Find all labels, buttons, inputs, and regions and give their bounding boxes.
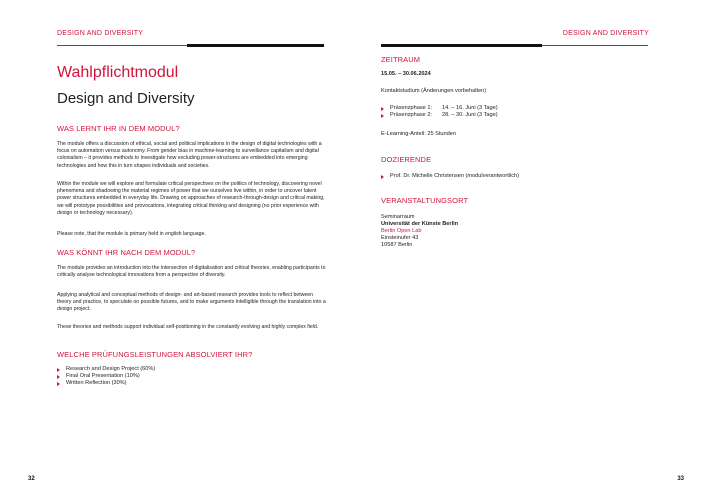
section-heading-exams: WELCHE PRÜFUNGSLEISTUNGEN ABSOLVIERT IHR? bbox=[57, 350, 253, 359]
page-number-right: 33 bbox=[677, 476, 684, 482]
venue-room: Seminarraum bbox=[381, 214, 415, 220]
section-heading-ort: VERANSTALTUNGSORT bbox=[381, 196, 469, 205]
paragraph-4: The module provides an introduction into the intersection of digitalisation and critical theories, enabling participants to critically analyse technological innovations from a perspective of diversity. bbox=[57, 265, 326, 279]
list-item bbox=[381, 112, 498, 119]
header-rule-thin-right bbox=[542, 45, 648, 46]
paragraph-6: These theories and methods support individual self-positioning in the constantly evolving and highly complex field. bbox=[57, 324, 319, 330]
phase-dates: 14. – 16. Juni (3 Tage) bbox=[442, 105, 498, 111]
list-item bbox=[381, 105, 498, 112]
header-rule-thin-left bbox=[57, 45, 187, 46]
running-head-left: DESIGN AND DIVERSITY bbox=[57, 30, 144, 37]
section-heading-outcomes: WAS KÖNNT IHR NACH DEM MODUL? bbox=[57, 248, 196, 257]
module-type-title: Wahlpflichtmodul bbox=[57, 64, 179, 81]
right-page bbox=[353, 0, 706, 500]
section-heading-learn: WAS LERNT IHR IN DEM MODUL? bbox=[57, 124, 180, 133]
paragraph-1: The module offers a discussion of ethical, social and political implications in the design of digital technologies with a focus on automation versus autonomy. From gender bias in machine-learning to surveillance capitalism and digital colonialism – it provides methods to investigate how excluding power-structures are embedded into emerging technologies and how this in turn shapes individuals and societies. bbox=[57, 141, 322, 169]
exam-list bbox=[57, 366, 155, 388]
venue-street: Einsteinufer 43 bbox=[381, 235, 419, 241]
list-item: Written Reflection (30%) bbox=[57, 380, 155, 387]
phase-label: Präsenzphase 2: bbox=[390, 112, 432, 119]
lecturer-list bbox=[381, 173, 519, 180]
paragraph-2: Within the module we will explore and formulate critical perspectives on the politics of technology, discovering novel phenomena and shadowing the material regimes of power that we ourselves live within, in order to uncover latent power structures embedded in everyday life. Drawing on approaches of research-through-design and critical making, we will prototype possibilities and provocations, integrating critical thinking and designing (no prior experience with design or technology necessary). bbox=[57, 181, 325, 216]
running-head-right: DESIGN AND DIVERSITY bbox=[562, 30, 649, 37]
venue-city: 10587 Berlin bbox=[381, 242, 413, 248]
module-name-title: Design and Diversity bbox=[57, 90, 195, 107]
section-heading-dozierende: DOZIERENDE bbox=[381, 155, 432, 164]
header-rule-thick-right bbox=[381, 44, 542, 47]
date-range: 15.05. – 30.06.2024 bbox=[381, 71, 431, 77]
paragraph-5: Applying analytical and conceptual methods of design- and art-based research provides tools to reflect between theory and practice, to speculate on possible futures, and to make arguments intelligible through the translation into a design project. bbox=[57, 292, 326, 313]
contact-study-note: Kontaktstudium (Änderungen vorbehalten) bbox=[381, 88, 487, 94]
page-number-left: 32 bbox=[28, 476, 35, 482]
header-rule-thick-left bbox=[187, 44, 324, 47]
paragraph-3: Please note, that the module is primary held in english language. bbox=[57, 231, 206, 237]
section-heading-zeitraum: ZEITRAUM bbox=[381, 55, 421, 64]
venue-lab: Berlin Open Lab bbox=[381, 228, 422, 234]
list-item: Research and Design Project (60%) bbox=[57, 366, 155, 373]
venue-university: Universität der Künste Berlin bbox=[381, 221, 459, 227]
phase-list bbox=[381, 105, 498, 119]
elearning-hours: E-Learning-Anteil: 25 Stunden bbox=[381, 131, 456, 137]
list-item: Prof. Dr. Michelle Christensen (modulverantwortlich) bbox=[381, 173, 519, 180]
phase-label: Präsenzphase 1: bbox=[390, 105, 432, 111]
phase-dates: 28. – 30. Juni (3 Tage) bbox=[442, 112, 498, 119]
list-item: Final Oral Presentation (10%) bbox=[57, 373, 155, 380]
